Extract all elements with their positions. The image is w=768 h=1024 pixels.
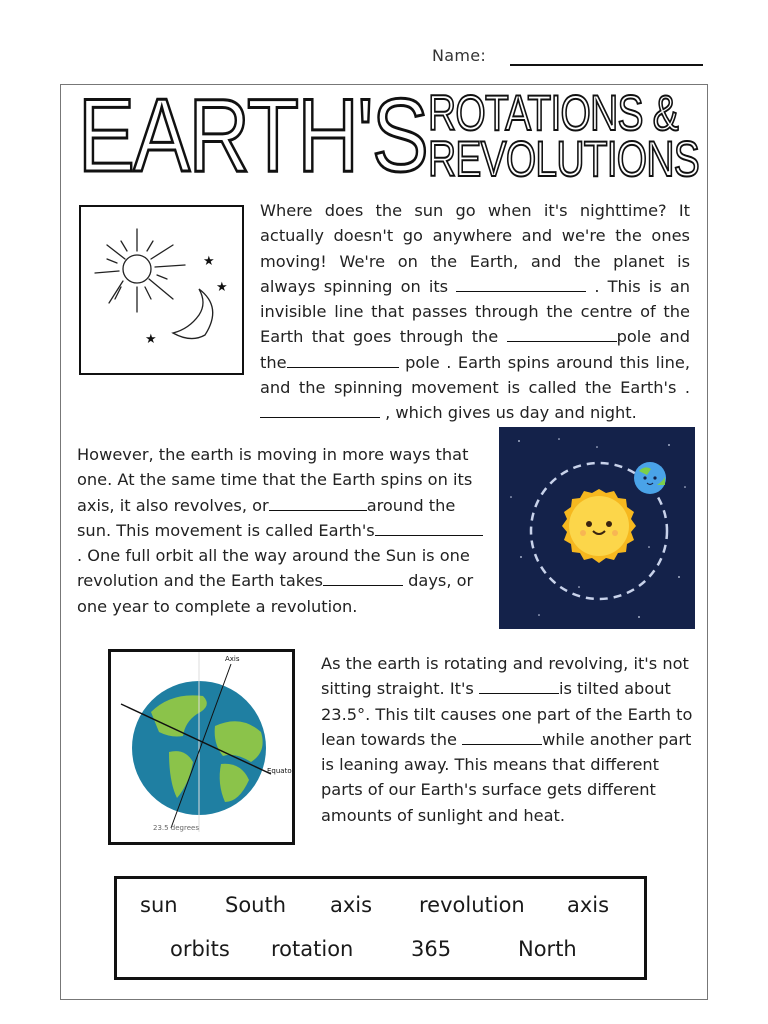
name-input-line[interactable] bbox=[510, 64, 703, 66]
orbit-image bbox=[499, 427, 695, 629]
paragraph-tilt: As the earth is rotating and revolving, it's not sitting straight. It's is tilted about 23.5°. This tilt causes one part of the Earth to lean towards the while another part is leaning away. This means that different parts of our Earth's surface gets different amounts of sunlight and heat. bbox=[321, 654, 693, 825]
equator-label: Equator bbox=[267, 767, 292, 775]
word-bank-item: revolution bbox=[419, 893, 525, 917]
blank-sun[interactable] bbox=[462, 732, 542, 745]
paragraph-revolution: However, the earth is moving in more ways that one. At the same time that the Earth spins on its axis, it also revolves, or around the sun. This movement is called Earth's. One full orbit all the way around the Sun is one revolution and the Earth takes days, or one year to complete a revolution. bbox=[77, 442, 487, 619]
blank-365[interactable] bbox=[323, 573, 403, 586]
blank-axis[interactable] bbox=[456, 279, 586, 292]
word-bank-item: South bbox=[225, 893, 287, 917]
sun-moon-icon bbox=[81, 207, 241, 372]
blank-north[interactable] bbox=[507, 329, 617, 342]
title-line-2: REVOLUTIONS bbox=[428, 131, 699, 187]
degrees-label: 23.5 degrees bbox=[153, 824, 199, 832]
word-bank bbox=[114, 876, 647, 980]
word-bank-item: North bbox=[518, 937, 577, 961]
paragraph-rotation: Where does the sun go when it's nighttime? It actually doesn't go anywhere and we're the ones moving! We're on the Earth, and the planet is always spinning on its . This is an invisible line that passes through the centre of the Earth that goes through the pole and the pole . Earth spins around this line, and the spinning movement is called the Earth's . , which gives us day and night. bbox=[260, 201, 691, 423]
word-bank-item: axis bbox=[330, 893, 373, 917]
sun-moon-image bbox=[79, 205, 244, 375]
blank-south[interactable] bbox=[287, 355, 399, 368]
svg-text:★: ★ bbox=[216, 280, 228, 295]
earth-tilt-image bbox=[108, 649, 295, 845]
name-label: Name: bbox=[432, 46, 487, 65]
svg-text:★: ★ bbox=[203, 254, 215, 269]
blank-orbits[interactable] bbox=[269, 498, 367, 511]
word-bank-item: 365 bbox=[411, 937, 452, 961]
sun-earth-orbit-icon bbox=[499, 427, 695, 629]
blank-rotation[interactable] bbox=[260, 405, 380, 418]
blank-axis-2[interactable] bbox=[479, 681, 559, 694]
word-bank-item: axis bbox=[567, 893, 610, 917]
word-bank-item: sun bbox=[140, 893, 178, 917]
title-main: EARTH'S bbox=[78, 78, 428, 194]
word-bank-item: orbits bbox=[170, 937, 230, 961]
earth-tilt-icon bbox=[111, 652, 292, 842]
title-line-1: ROTATIONS & bbox=[428, 85, 678, 141]
word-bank-item: rotation bbox=[271, 937, 354, 961]
axis-label: Axis bbox=[225, 655, 240, 663]
blank-revolution[interactable] bbox=[375, 523, 483, 536]
svg-text:★: ★ bbox=[145, 332, 157, 347]
